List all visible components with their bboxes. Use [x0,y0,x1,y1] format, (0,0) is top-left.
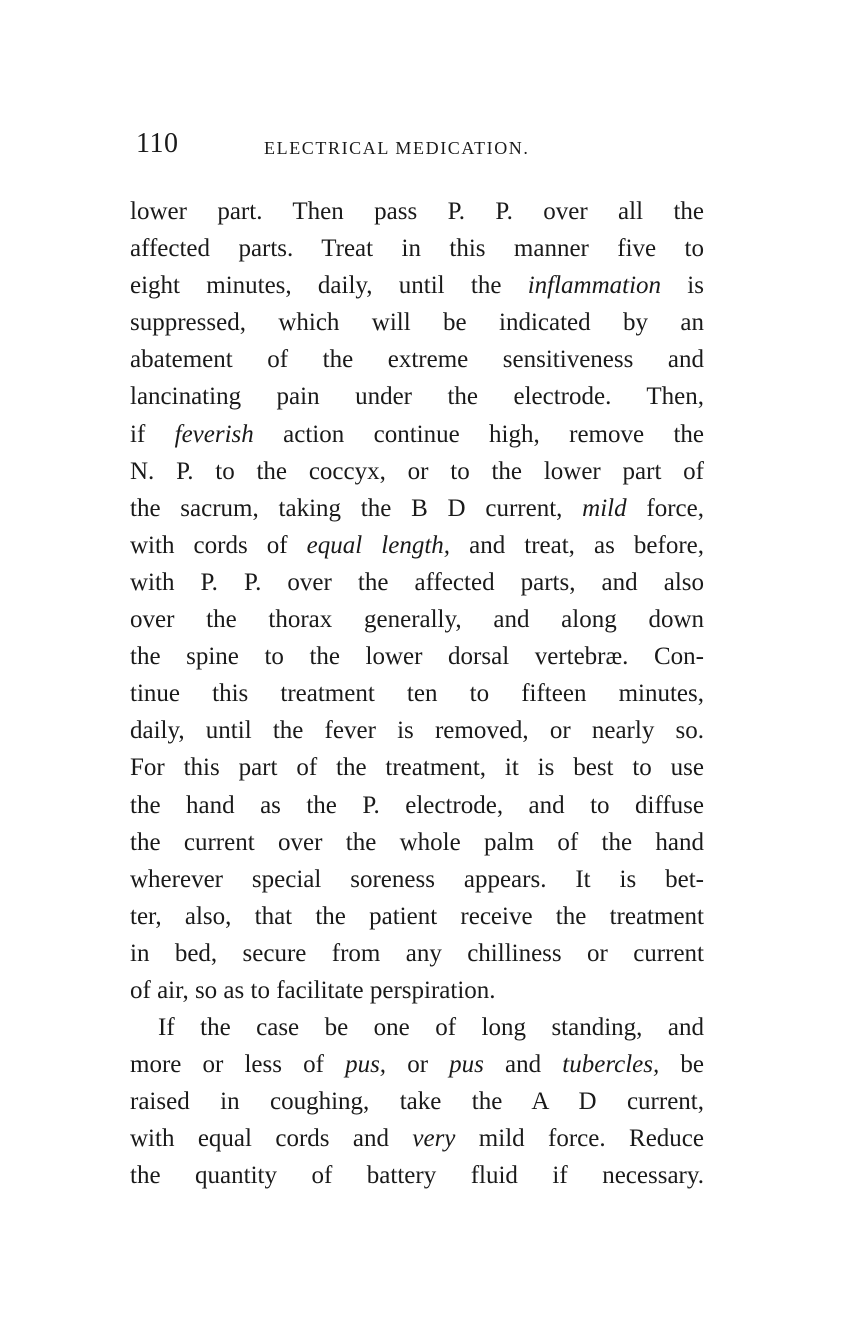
page-header [132,128,712,168]
text-line: raised in coughing, take the A D current, [130,1088,704,1116]
text-line: ter, also, that the patient receive the treatment [130,902,704,930]
italic-term: inflammation [527,272,662,300]
text-line: lower part. Then pass P. P. over all the [130,198,704,225]
italic-term: pus [449,1051,484,1079]
text-line: tinue this treatment ten to fifteen minutes, [130,680,704,708]
text-line: the hand as the P. electrode, and to diffuse [130,791,704,819]
text-line: the spine to the lower dorsal vertebræ. Con- [130,643,704,671]
text-line: over the thorax generally, and along down [130,606,704,634]
text-line: with equal cords and very mild force. Reduce [130,1125,704,1153]
text-line: suppressed, which will be indicated by an [130,309,704,337]
text-line: the quantity of battery fluid if necessary. [130,1162,704,1190]
text-line: abatement of the extreme sensitiveness and [130,346,704,374]
running-title: ELECTRICAL MEDICATION. [264,138,530,158]
text-line: eight minutes, daily, until the inflammation is [130,272,704,300]
text-line: N. P. to the coccyx, or to the lower part of [130,457,704,485]
italic-term: very [412,1125,456,1153]
text-line: affected parts. Treat in this manner five to [130,235,704,263]
text-line: if feverish action continue high, remove the [130,420,704,448]
italic-term: mild [582,494,627,522]
text-line-paragraph-start: If the case be one of long standing, and [158,1014,704,1042]
italic-term: tubercles, [562,1051,660,1079]
text-line: wherever special soreness appears. It is bet- [130,865,704,893]
italic-term: equal length, [306,531,451,559]
italic-term: pus, [345,1051,387,1079]
page-number: 110 [136,128,179,159]
body-text [130,193,704,1195]
text-line: the sacrum, taking the B D current, mild force, [130,494,704,522]
text-line: in bed, secure from any chilliness or current [130,939,704,967]
text-line: more or less of pus, or pus and tubercles, be [130,1051,704,1079]
text-line-paragraph-end: of air, so as to facilitate perspiration. [130,976,496,1004]
text-line: with P. P. over the affected parts, and also [130,568,704,596]
text-line: the current over the whole palm of the hand [130,828,704,856]
text-line: daily, until the fever is removed, or nearly so. [130,717,704,745]
text-line: lancinating pain under the electrode. Then, [130,383,704,411]
italic-term: feverish [174,420,254,448]
text-line: For this part of the treatment, it is best to use [130,754,704,782]
text-line: with cords of equal length, and treat, as before, [130,531,704,559]
